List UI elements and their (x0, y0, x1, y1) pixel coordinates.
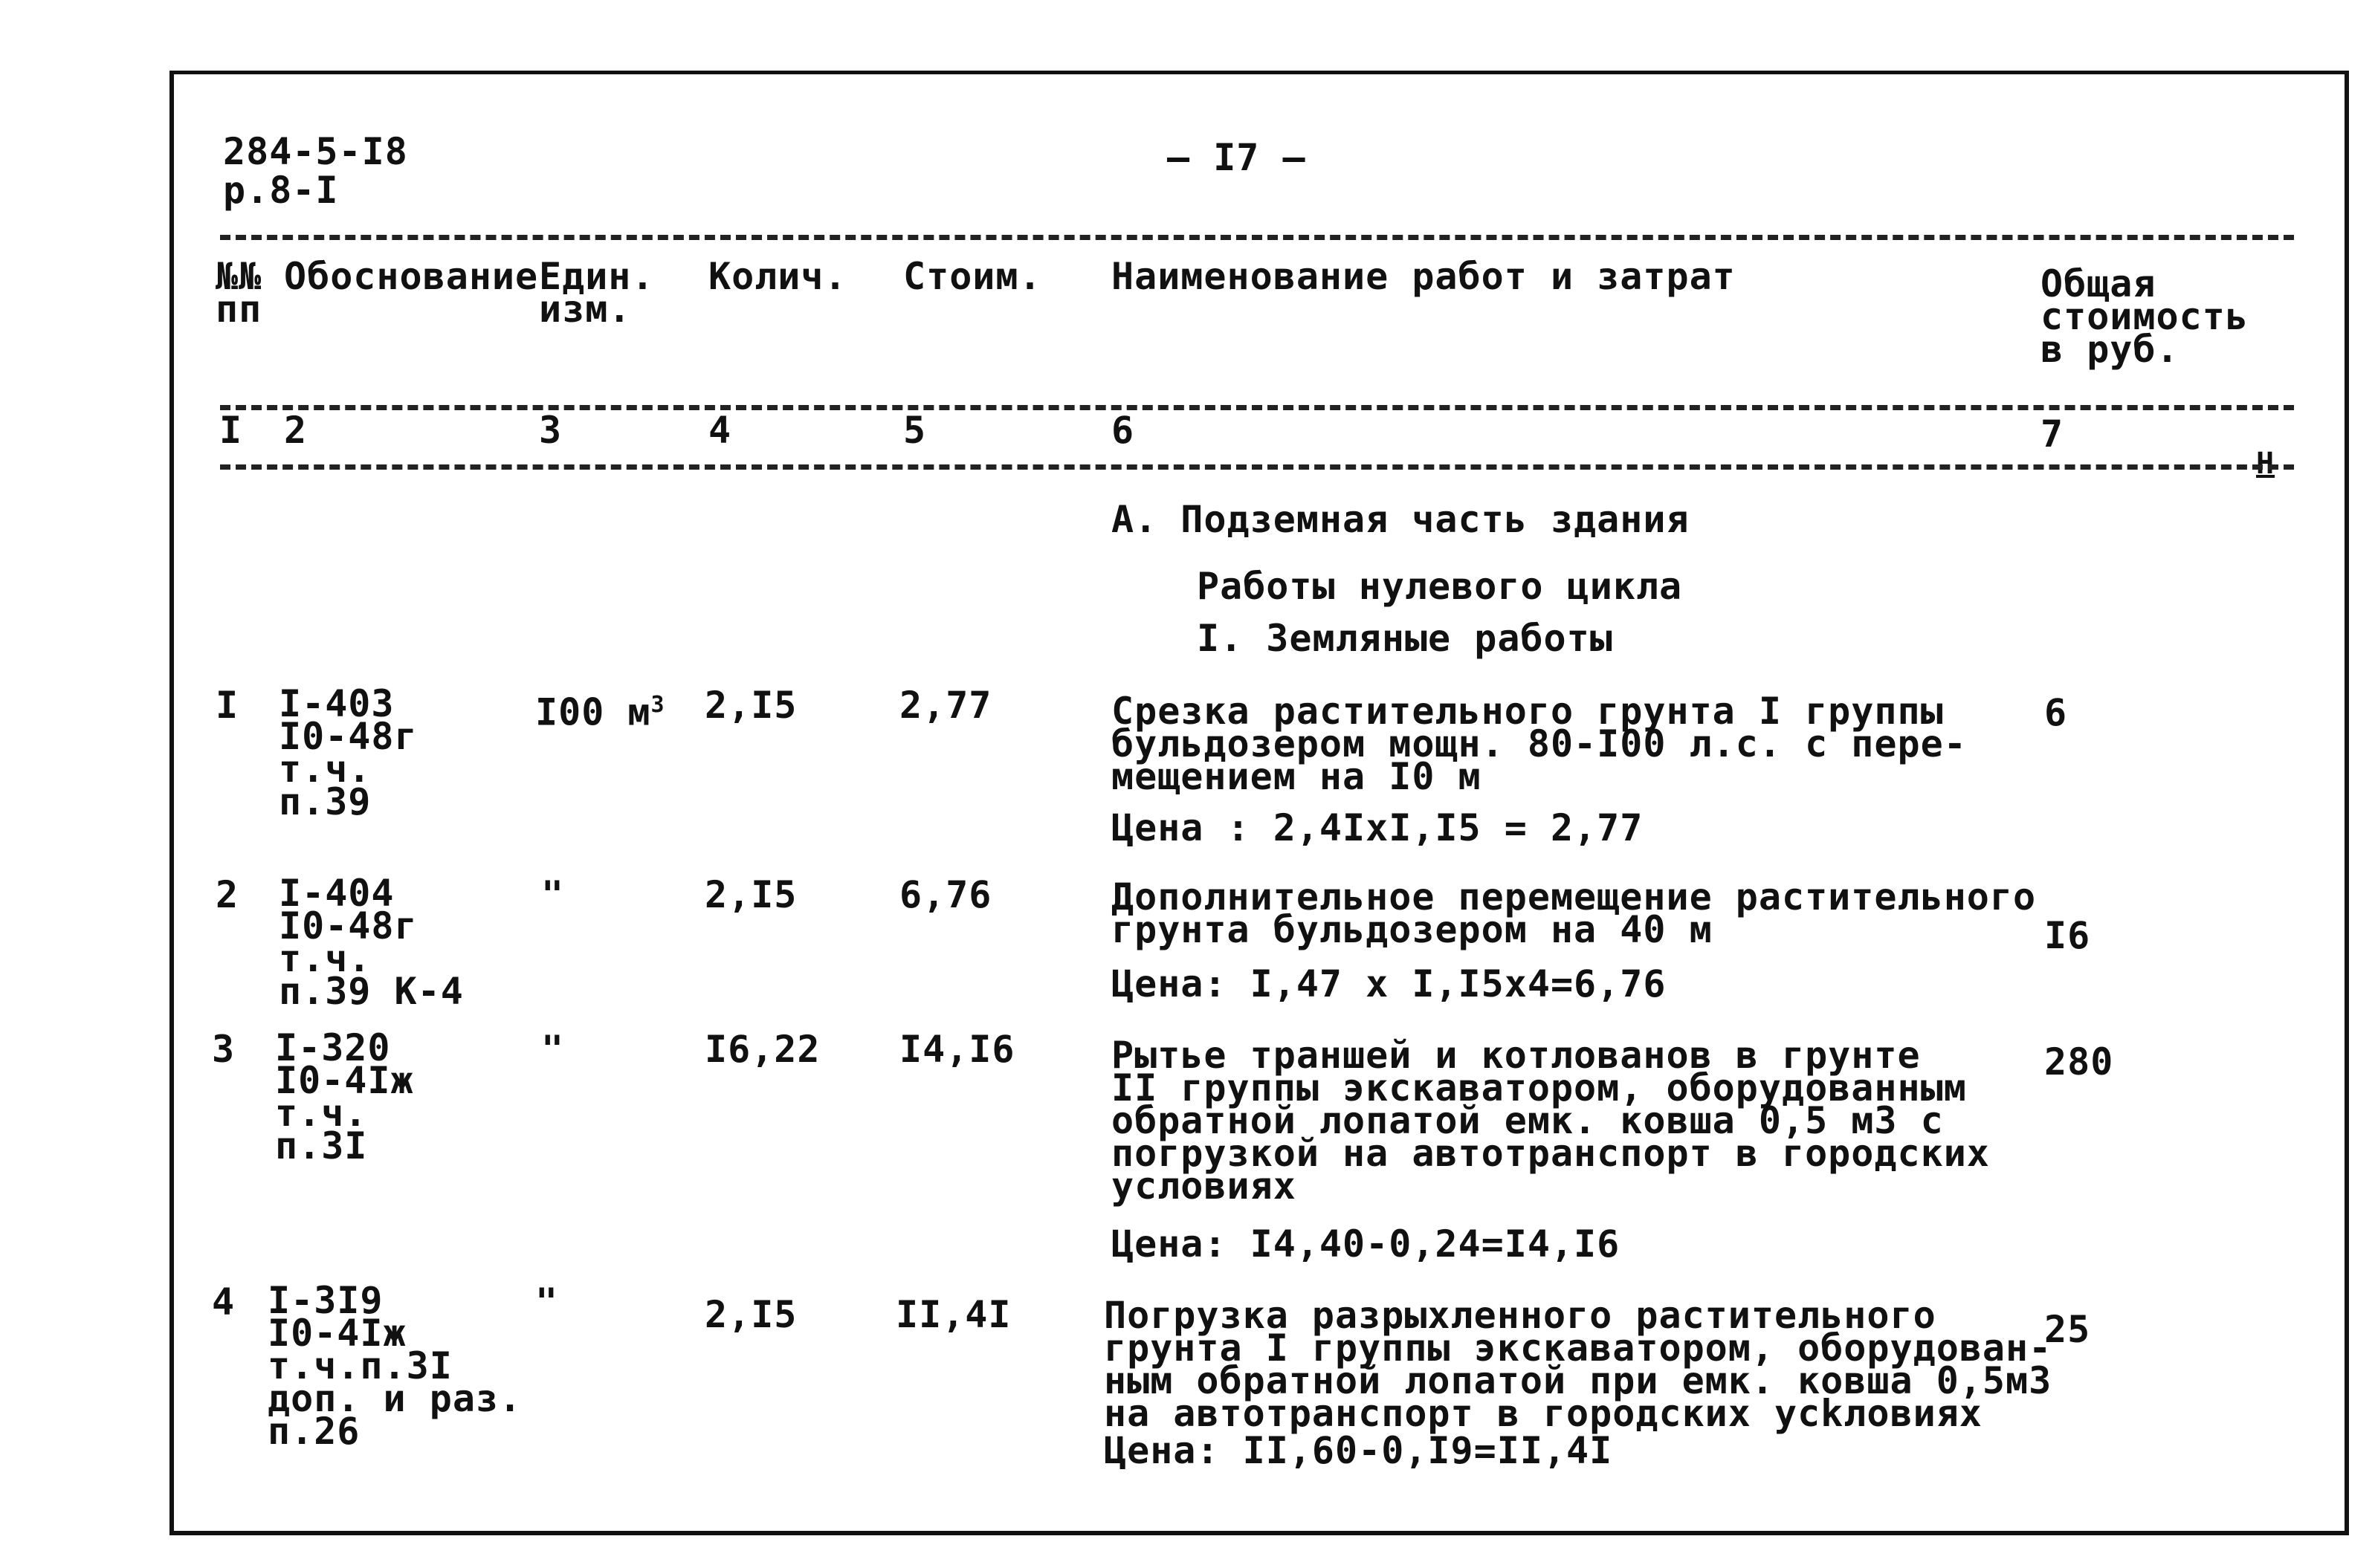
row-basis: I-404 I0-48г т.ч. п.39 К-4 (279, 872, 464, 1013)
row-quantity: 2,I5 (705, 684, 798, 727)
row-unit: " (541, 873, 565, 916)
row-number: I (216, 684, 239, 727)
row-basis: I-403 I0-48г т.ч. п.39 (279, 682, 418, 823)
col-header-unit: Един. изм. (539, 255, 655, 331)
row-number: 2 (216, 873, 239, 916)
col-number-4: 4 (708, 409, 732, 452)
col-number-2: 2 (284, 409, 308, 452)
col-number-3: 3 (539, 409, 563, 452)
row-total: 25 (2044, 1308, 2091, 1351)
row-price: Цена: II,60-0,I9=II,4I (1104, 1429, 1613, 1472)
row-description: Срезка растительного грунта I группы бульдозером мощн. 80-I00 л.с. с пере- мещением на I0 м (1111, 690, 1967, 798)
row-unit-text: I00 м (535, 690, 651, 734)
row-description: Дополнительное перемещение растительного грунта бульдозером на 40 м (1111, 875, 2037, 951)
col-header-basis: Обоснование (284, 255, 539, 298)
col-number-7: 7 (2040, 412, 2064, 456)
row-basis: I-3I9 I0-4Iж т.ч.п.3I доп. и раз. п.26 (268, 1279, 523, 1453)
divider-top (220, 235, 2294, 240)
row-unit (535, 687, 665, 734)
col-header-quantity: Колич. (708, 255, 847, 298)
row-price: Цена : 2,4IxI,I5 = 2,77 (1111, 806, 1644, 849)
row-price: Цена: I4,40-0,24=I4,I6 (1111, 1222, 1621, 1266)
divider-header (220, 405, 2294, 410)
row-total: 6 (2044, 691, 2068, 734)
row-basis: I-320 I0-4Iж т.ч. п.3I (275, 1026, 414, 1167)
row-cost: II,4I (896, 1293, 1012, 1336)
row-quantity: 2,I5 (705, 873, 798, 916)
row-quantity: 2,I5 (705, 1293, 798, 1336)
row-number: 4 (212, 1280, 236, 1324)
col-header-total: Общая стоимость в руб. (2040, 262, 2249, 371)
row-description: Рытье траншей и котлованов в грунте II группы экскаватором, оборудованным обратной лопатой емк. ковша 0,5 м3 с погрузкой на автотранспорт в городских условиях (1111, 1034, 1990, 1208)
document-code: 284-5-I8 (223, 130, 408, 173)
row-cost: 2,77 (899, 684, 992, 727)
row-total: 280 (2044, 1040, 2114, 1083)
heading-group: I. Земляные работы (1197, 617, 1613, 660)
margin-mark: Н (2256, 447, 2275, 481)
row-quantity: I6,22 (705, 1028, 821, 1071)
col-number-1: I (219, 409, 243, 452)
col-header-cost: Стоим. (903, 255, 1042, 298)
col-number-6: 6 (1111, 409, 1135, 452)
col-header-number: №№ пп (216, 255, 262, 331)
col-header-description: Наименование работ и затрат (1111, 255, 1736, 298)
page-number: — I7 — (1167, 136, 1306, 179)
row-total: I6 (2044, 914, 2091, 957)
heading-part: А. Подземная часть здания (1111, 498, 1690, 541)
row-unit: " (541, 1028, 565, 1071)
heading-cycle: Работы нулевого цикла (1197, 565, 1683, 608)
divider-numbers (220, 464, 2294, 470)
row-description: Погрузка разрыхленного растительного грунта I группы экскаватором, оборудован- ным обратной лопатой при емк. ковша 0,5м3 на автотранспорт в городских уckловиях (1104, 1294, 2052, 1435)
row-cost: 6,76 (899, 873, 992, 916)
document-section: р.8-I (223, 169, 339, 212)
row-unit-superscript: 3 (650, 692, 665, 718)
col-number-5: 5 (903, 409, 927, 452)
row-price: Цена: I,47 x I,I5x4=6,76 (1111, 962, 1667, 1005)
row-unit: " (535, 1280, 559, 1324)
row-cost: I4,I6 (899, 1028, 1015, 1071)
row-number: 3 (212, 1028, 236, 1071)
